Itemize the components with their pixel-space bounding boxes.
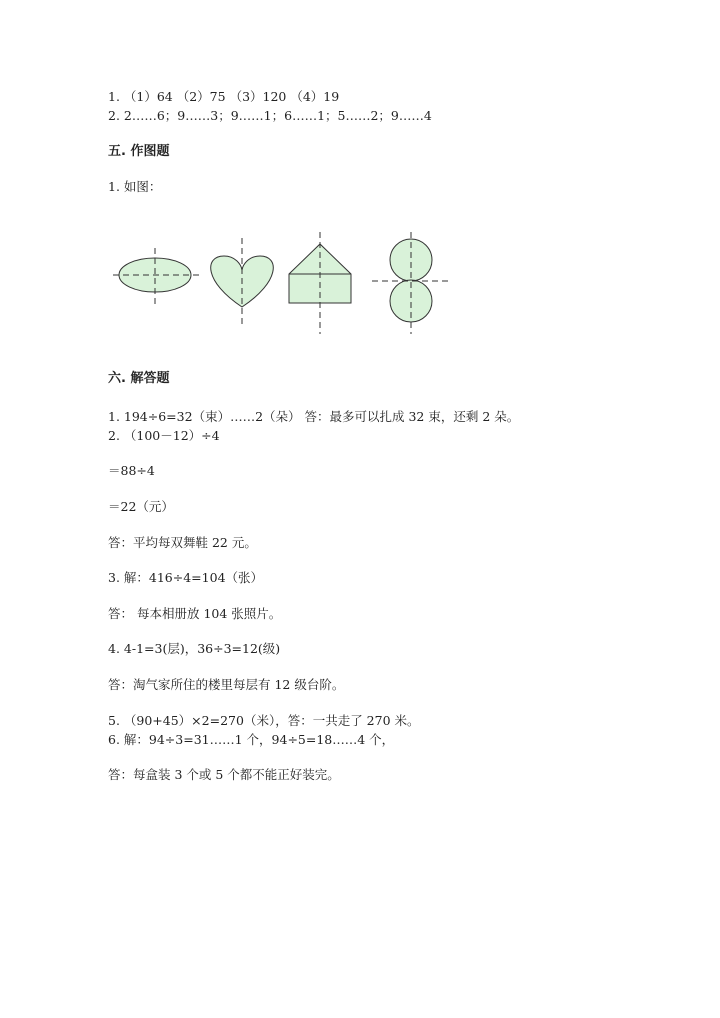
answer-line: ＝22（元） — [108, 499, 174, 514]
answer-line: 3. 解：416÷4=104（张） — [108, 570, 264, 585]
answer-line: 答：每盒装 3 个或 5 个都不能正好装完。 — [108, 767, 340, 782]
heart-shape — [211, 238, 274, 324]
answer-line: 4. 4-1=3(层)，36÷3=12(级) — [108, 641, 281, 656]
section-5-heading: 五. 作图题 — [108, 144, 170, 159]
answer-line-5-1: 1. 如图： — [108, 179, 162, 194]
answer-line: 1. 194÷6=32（束）……2（朵） 答：最多可以扎成 32 束，还剩 2 朵。 — [108, 409, 520, 424]
house-shape — [289, 232, 351, 334]
answer-line: 答：淘气家所住的楼里每层有 12 级台阶。 — [108, 677, 345, 692]
symmetry-figure — [108, 230, 458, 340]
answer-line: 答：平均每双舞鞋 22 元。 — [108, 535, 257, 550]
section-6-heading: 六. 解答题 — [108, 371, 170, 386]
answer-line: 答： 每本相册放 104 张照片。 — [108, 606, 282, 621]
answer-line: 6. 解：94÷3=31……1 个，94÷5=18……4 个， — [108, 732, 395, 747]
answer-line: 2. （100－12）÷4 — [108, 428, 220, 443]
ellipse-shape — [113, 248, 200, 304]
answer-line-4-2: 2. 2……6；9……3；9……1；6……1；5……2；9……4 — [108, 108, 432, 123]
answer-line: 5. （90+45）×2=270（米），答：一共走了 270 米。 — [108, 713, 420, 728]
answer-line-4-1: 1. （1）64 （2）75 （3）120 （4）19 — [108, 89, 340, 104]
answer-line: ＝88÷4 — [108, 463, 155, 478]
figure-eight-shape — [372, 232, 452, 334]
